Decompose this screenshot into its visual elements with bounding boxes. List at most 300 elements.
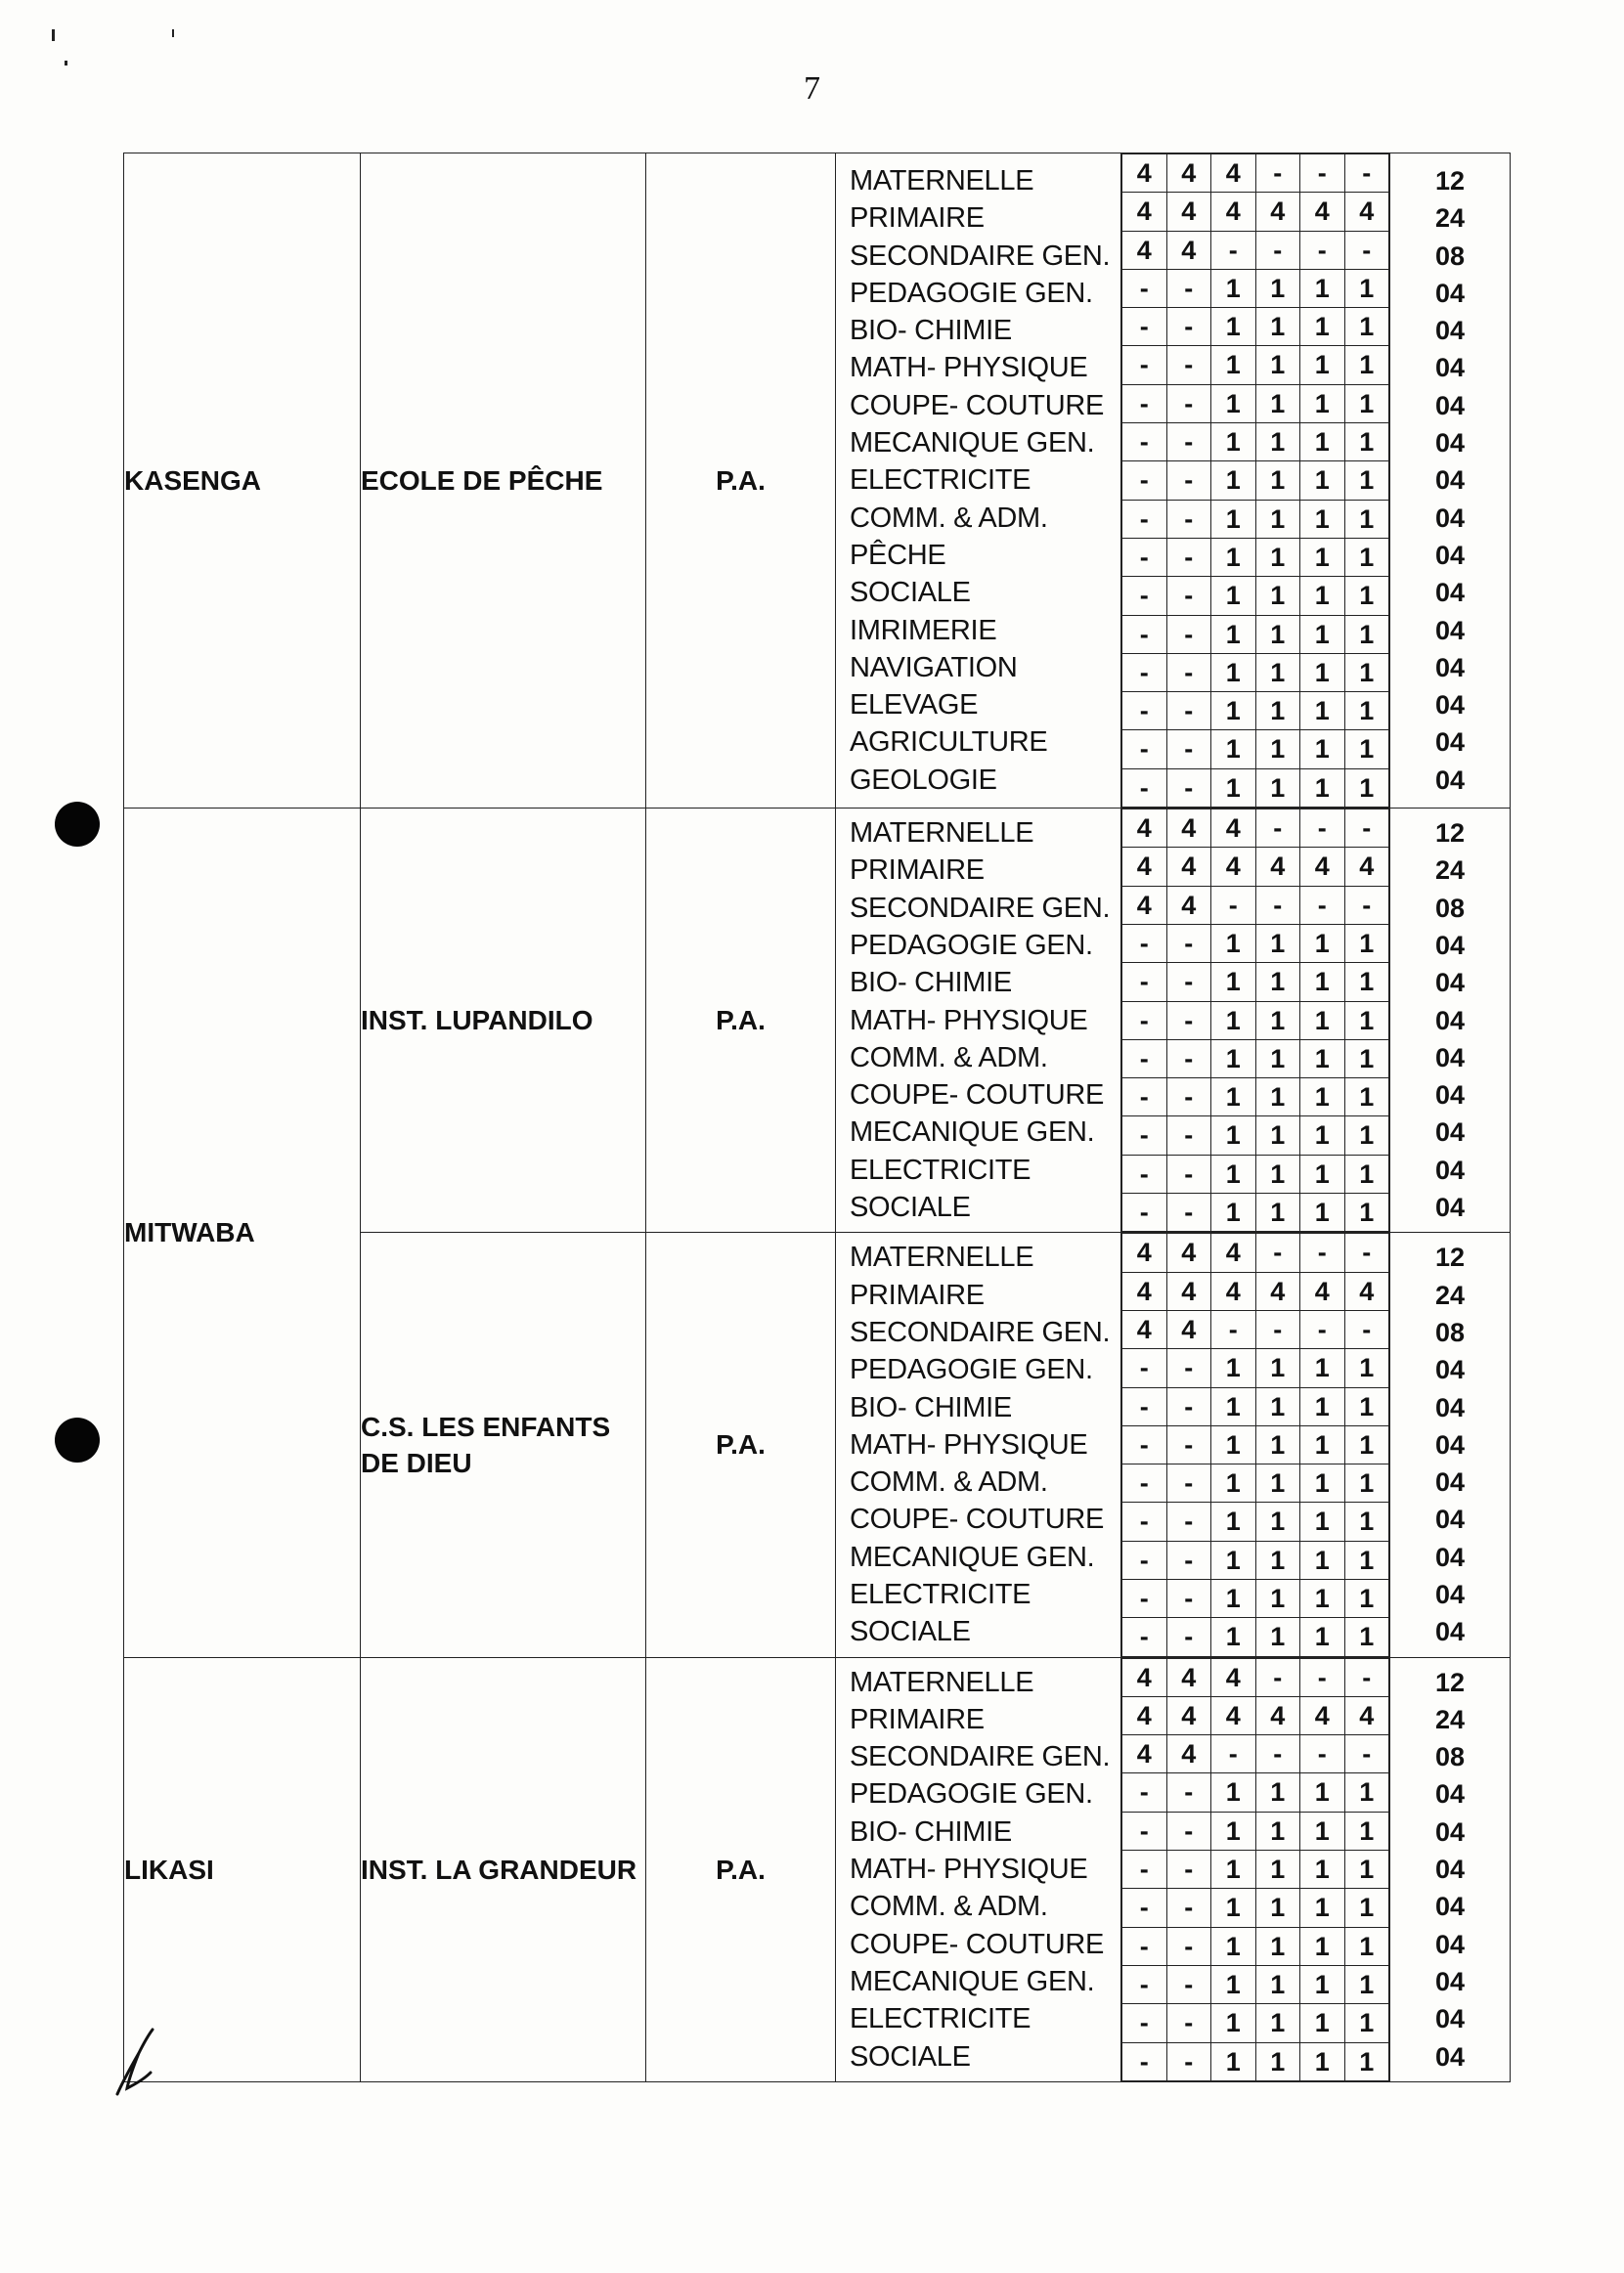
class-count: 1 <box>1255 1773 1300 1812</box>
locality-cell: KASENGA <box>124 153 361 809</box>
class-count: - <box>1122 730 1167 768</box>
class-counts-row <box>1122 1078 1389 1116</box>
class-count: 4 <box>1166 809 1211 848</box>
class-count: - <box>1166 730 1211 768</box>
class-count: - <box>1122 269 1167 307</box>
signature-initial <box>110 2024 168 2102</box>
class-count: 1 <box>1211 269 1256 307</box>
option-label: MECANIQUE GEN. <box>850 1541 1095 1573</box>
class-count: 1 <box>1255 2042 1300 2080</box>
punch-hole <box>55 1418 100 1463</box>
class-count: 1 <box>1211 1773 1256 1812</box>
class-counts-row <box>1122 1194 1389 1232</box>
class-count: 4 <box>1166 1696 1211 1734</box>
class-count: 1 <box>1344 269 1389 307</box>
class-count: 1 <box>1211 1425 1256 1464</box>
class-counts-row <box>1122 1234 1389 1272</box>
option-label: ELECTRICITE <box>850 2003 1031 2035</box>
class-counts-row <box>1122 1387 1389 1425</box>
option-label: NAVIGATION <box>850 651 1018 683</box>
class-count: - <box>1122 1194 1167 1232</box>
option-label: PRIMAIRE <box>850 1703 985 1735</box>
option-total: 12 <box>1434 1243 1466 1273</box>
totals-cell <box>1390 153 1511 809</box>
class-count: - <box>1166 1387 1211 1425</box>
class-count: 4 <box>1122 1310 1167 1348</box>
class-counts-row <box>1122 538 1389 576</box>
class-count: 4 <box>1211 154 1256 193</box>
option-total: 04 <box>1434 1042 1466 1072</box>
class-count: - <box>1300 1234 1345 1272</box>
option-label: MATH- PHYSIQUE <box>850 1854 1088 1886</box>
class-count: - <box>1255 154 1300 193</box>
class-count: 1 <box>1211 577 1256 615</box>
class-count: - <box>1166 963 1211 1001</box>
class-count: 4 <box>1122 1234 1167 1272</box>
option-label: BIO- CHIMIE <box>850 1815 1012 1848</box>
school-name-cell: INST. LUPANDILO <box>361 809 646 1233</box>
option-total: 04 <box>1434 278 1466 308</box>
class-count: 1 <box>1255 538 1300 576</box>
class-count: 1 <box>1300 269 1345 307</box>
scan-speck <box>172 29 174 37</box>
class-count: 1 <box>1211 692 1256 730</box>
class-count: 4 <box>1211 809 1256 848</box>
class-count: - <box>1255 231 1300 269</box>
option-total: 04 <box>1434 390 1466 420</box>
class-count: 1 <box>1255 1618 1300 1656</box>
class-count: - <box>1122 1464 1167 1503</box>
option-label: MATERNELLE <box>850 1242 1034 1274</box>
class-count: 1 <box>1255 1039 1300 1077</box>
class-counts-row <box>1122 577 1389 615</box>
class-count: - <box>1166 308 1211 346</box>
class-count: 1 <box>1344 1349 1389 1387</box>
option-total: 04 <box>1434 727 1466 758</box>
class-count: 1 <box>1300 1155 1345 1193</box>
option-label: GEOLOGIE <box>850 764 997 796</box>
class-count: 1 <box>1211 963 1256 1001</box>
class-count: 1 <box>1255 1889 1300 1927</box>
class-count: 1 <box>1300 1618 1345 1656</box>
class-counts-row <box>1122 384 1389 422</box>
classes-cell <box>1121 1657 1390 2081</box>
option-total: 04 <box>1434 2041 1466 2072</box>
class-count: 1 <box>1211 423 1256 461</box>
class-count: - <box>1166 1579 1211 1617</box>
option-label: ELECTRICITE <box>850 1154 1031 1186</box>
class-count: 1 <box>1300 2004 1345 2042</box>
class-count: 1 <box>1255 1387 1300 1425</box>
class-count: 1 <box>1255 384 1300 422</box>
option-total: 04 <box>1434 1117 1466 1148</box>
class-count: - <box>1344 809 1389 848</box>
option-label: SOCIALE <box>850 1192 971 1224</box>
option-total: 04 <box>1434 1779 1466 1810</box>
class-count: 1 <box>1344 2004 1389 2042</box>
options-cell <box>836 809 1121 1233</box>
class-count: 4 <box>1300 1272 1345 1310</box>
class-count: 4 <box>1122 886 1167 924</box>
class-count: 4 <box>1166 231 1211 269</box>
option-total: 24 <box>1434 203 1466 234</box>
class-count: 4 <box>1300 1696 1345 1734</box>
class-count: - <box>1166 1889 1211 1927</box>
regime-cell: P.A. <box>646 1657 836 2081</box>
class-count: 4 <box>1122 154 1167 193</box>
class-counts-row <box>1122 1965 1389 2003</box>
option-total: 04 <box>1434 428 1466 459</box>
class-count: - <box>1122 1039 1167 1077</box>
class-count: - <box>1344 1658 1389 1696</box>
class-count: 1 <box>1300 924 1345 962</box>
class-count: 1 <box>1300 1194 1345 1232</box>
class-count: 4 <box>1166 1658 1211 1696</box>
school-group <box>124 153 1511 809</box>
class-count: 4 <box>1344 193 1389 231</box>
class-count: 1 <box>1344 1503 1389 1541</box>
option-label: PRIMAIRE <box>850 854 985 887</box>
class-count: 1 <box>1255 1001 1300 1039</box>
locality-cell: MITWABA <box>124 809 361 1658</box>
option-total: 24 <box>1434 1280 1466 1310</box>
class-count: 1 <box>1300 1503 1345 1541</box>
class-count: 1 <box>1211 1001 1256 1039</box>
class-count: 1 <box>1255 1116 1300 1155</box>
class-count: - <box>1344 1310 1389 1348</box>
class-counts-row <box>1122 1464 1389 1503</box>
class-count: - <box>1255 886 1300 924</box>
class-count: 1 <box>1255 1812 1300 1850</box>
punch-hole <box>55 802 100 847</box>
class-count: 1 <box>1211 538 1256 576</box>
class-count: - <box>1166 1425 1211 1464</box>
option-label: BIO- CHIMIE <box>850 967 1012 999</box>
school-name-cell: INST. LA GRANDEUR <box>361 1657 646 2081</box>
class-count: - <box>1122 1965 1167 2003</box>
class-count: 1 <box>1344 1579 1389 1617</box>
option-label: BIO- CHIMIE <box>850 315 1012 347</box>
class-count: - <box>1122 1155 1167 1193</box>
option-label: COMM. & ADM. <box>850 1041 1048 1073</box>
class-count: 1 <box>1255 1965 1300 2003</box>
option-total: 04 <box>1434 1505 1466 1535</box>
class-count: 1 <box>1344 577 1389 615</box>
class-count: - <box>1344 1735 1389 1773</box>
class-count: 4 <box>1300 848 1345 886</box>
class-count: 1 <box>1300 1579 1345 1617</box>
class-count: 1 <box>1344 1812 1389 1850</box>
class-count: 4 <box>1166 1234 1211 1272</box>
class-counts-row <box>1122 1155 1389 1193</box>
class-count: 1 <box>1344 1464 1389 1503</box>
school-name-cell: C.S. LES ENFANTS DE DIEU <box>361 1233 646 1657</box>
regime-cell: P.A. <box>646 1233 836 1657</box>
option-total: 04 <box>1434 1080 1466 1111</box>
class-count: - <box>1255 809 1300 848</box>
option-label: COMM. & ADM. <box>850 1466 1048 1499</box>
option-label: MATERNELLE <box>850 1666 1034 1698</box>
option-label: SECONDAIRE GEN. <box>850 240 1111 272</box>
class-count: - <box>1122 1851 1167 1889</box>
class-count: 4 <box>1211 1234 1256 1272</box>
class-counts-row <box>1122 1503 1389 1541</box>
class-count: - <box>1344 231 1389 269</box>
class-count: 4 <box>1166 1735 1211 1773</box>
class-count: 1 <box>1300 1812 1345 1850</box>
class-count: - <box>1166 1116 1211 1155</box>
class-count: 1 <box>1344 692 1389 730</box>
class-count: 1 <box>1211 615 1256 653</box>
class-counts-row <box>1122 692 1389 730</box>
class-count: 1 <box>1344 1001 1389 1039</box>
class-count: - <box>1166 692 1211 730</box>
class-count: 1 <box>1300 1001 1345 1039</box>
class-count: - <box>1255 1310 1300 1348</box>
class-count: 1 <box>1344 924 1389 962</box>
class-count: 1 <box>1300 1116 1345 1155</box>
class-count: 1 <box>1211 1965 1256 2003</box>
class-counts-row <box>1122 809 1389 848</box>
class-counts-row <box>1122 1001 1389 1039</box>
class-count: 1 <box>1344 1927 1389 1965</box>
class-count: 1 <box>1211 1116 1256 1155</box>
option-label: PRIMAIRE <box>850 202 985 235</box>
class-count: - <box>1300 886 1345 924</box>
class-counts-grid <box>1121 1233 1389 1656</box>
option-total: 04 <box>1434 465 1466 496</box>
class-count: - <box>1122 2042 1167 2080</box>
class-count: - <box>1122 1927 1167 1965</box>
class-count: 4 <box>1122 193 1167 231</box>
class-count: - <box>1166 2042 1211 2080</box>
class-count: 1 <box>1300 1965 1345 2003</box>
class-count: - <box>1300 1658 1345 1696</box>
class-count: 1 <box>1344 423 1389 461</box>
class-counts-row <box>1122 615 1389 653</box>
totals-cell <box>1390 1657 1511 2081</box>
class-count: - <box>1166 924 1211 962</box>
options-cell <box>836 153 1121 809</box>
class-count: - <box>1122 1812 1167 1850</box>
option-total: 04 <box>1434 1617 1466 1647</box>
option-label: MATERNELLE <box>850 165 1034 197</box>
class-count: 1 <box>1344 346 1389 384</box>
option-total: 08 <box>1434 240 1466 271</box>
option-total: 04 <box>1434 615 1466 645</box>
regime-cell: P.A. <box>646 153 836 809</box>
class-count: 1 <box>1255 461 1300 500</box>
class-counts-row <box>1122 1272 1389 1310</box>
class-count: 1 <box>1211 1503 1256 1541</box>
class-count: 1 <box>1211 1851 1256 1889</box>
school-options-table <box>123 153 1511 2082</box>
class-counts-grid <box>1121 809 1389 1232</box>
class-count: - <box>1122 1116 1167 1155</box>
class-count: 1 <box>1255 1503 1300 1541</box>
class-count: - <box>1122 2004 1167 2042</box>
classes-cell <box>1121 809 1390 1233</box>
class-count: 4 <box>1255 1272 1300 1310</box>
class-count: 4 <box>1211 1272 1256 1310</box>
option-total: 04 <box>1434 930 1466 960</box>
class-count: 1 <box>1300 1039 1345 1077</box>
class-count: 1 <box>1300 615 1345 653</box>
class-count: - <box>1122 924 1167 962</box>
option-label: MECANIQUE GEN. <box>850 427 1095 459</box>
class-counts-row <box>1122 1541 1389 1579</box>
class-count: - <box>1166 768 1211 807</box>
class-count: 1 <box>1211 730 1256 768</box>
class-count: 4 <box>1211 1696 1256 1734</box>
class-count: 1 <box>1344 1425 1389 1464</box>
option-label: BIO- CHIMIE <box>850 1391 1012 1423</box>
option-total: 04 <box>1434 765 1466 795</box>
class-count: 1 <box>1344 1155 1389 1193</box>
option-label: MATH- PHYSIQUE <box>850 1428 1088 1461</box>
option-total: 04 <box>1434 1429 1466 1460</box>
class-count: 1 <box>1344 963 1389 1001</box>
class-count: 1 <box>1300 963 1345 1001</box>
class-count: - <box>1122 1618 1167 1656</box>
class-count: 1 <box>1255 653 1300 691</box>
class-count: - <box>1122 1889 1167 1927</box>
class-counts-row <box>1122 1927 1389 1965</box>
class-count: 1 <box>1255 1927 1300 1965</box>
class-count: 1 <box>1211 461 1256 500</box>
option-label: ELEVAGE <box>850 689 979 721</box>
school-name-cell: ECOLE DE PÊCHE <box>361 153 646 809</box>
option-total: 04 <box>1434 1892 1466 1922</box>
class-count: - <box>1166 538 1211 576</box>
class-count: 1 <box>1255 1349 1300 1387</box>
class-count: 1 <box>1211 1078 1256 1116</box>
class-count: 1 <box>1300 1387 1345 1425</box>
locality-cell: LIKASI <box>124 1657 361 2081</box>
option-label: ELECTRICITE <box>850 1578 1031 1610</box>
class-count: - <box>1166 1155 1211 1193</box>
class-count: - <box>1122 653 1167 691</box>
class-counts-row <box>1122 1310 1389 1348</box>
class-count: 4 <box>1255 1696 1300 1734</box>
option-total: 24 <box>1434 855 1466 886</box>
class-counts-row <box>1122 1735 1389 1773</box>
class-count: 1 <box>1255 269 1300 307</box>
class-count: 1 <box>1255 963 1300 1001</box>
class-count: 1 <box>1255 1541 1300 1579</box>
totals-cell <box>1390 1233 1511 1657</box>
class-count: 1 <box>1255 924 1300 962</box>
class-count: 1 <box>1344 1541 1389 1579</box>
option-total: 04 <box>1434 1579 1466 1609</box>
option-total: 04 <box>1434 2004 1466 2034</box>
class-count: - <box>1344 886 1389 924</box>
class-count: 1 <box>1211 1349 1256 1387</box>
class-count: 4 <box>1211 1658 1256 1696</box>
class-count: 1 <box>1300 692 1345 730</box>
class-counts-row <box>1122 1696 1389 1734</box>
class-count: - <box>1300 154 1345 193</box>
option-label: IMRIMERIE <box>850 614 997 646</box>
class-counts-row <box>1122 1618 1389 1656</box>
class-count: - <box>1122 768 1167 807</box>
class-count: - <box>1166 1965 1211 2003</box>
class-count: 4 <box>1344 848 1389 886</box>
option-total: 04 <box>1434 1193 1466 1223</box>
class-counts-row <box>1122 1349 1389 1387</box>
class-counts-row <box>1122 1889 1389 1927</box>
option-label: COUPE- COUTURE <box>850 1079 1105 1112</box>
class-count: 1 <box>1255 1464 1300 1503</box>
option-total: 04 <box>1434 1816 1466 1847</box>
class-count: - <box>1166 1541 1211 1579</box>
class-count: 1 <box>1211 2042 1256 2080</box>
class-count: 1 <box>1255 768 1300 807</box>
option-total: 12 <box>1434 166 1466 196</box>
class-count: 1 <box>1300 1078 1345 1116</box>
class-count: 1 <box>1211 500 1256 538</box>
class-count: 1 <box>1211 1155 1256 1193</box>
class-counts-row <box>1122 193 1389 231</box>
class-count: 4 <box>1166 193 1211 231</box>
class-counts-row <box>1122 461 1389 500</box>
class-count: 1 <box>1344 615 1389 653</box>
option-label: PEDAGOGIE GEN. <box>850 277 1093 309</box>
option-label: SOCIALE <box>850 1616 971 1648</box>
option-total: 08 <box>1434 1742 1466 1772</box>
class-count: 4 <box>1122 1658 1167 1696</box>
totals-cell <box>1390 809 1511 1233</box>
class-count: 1 <box>1255 1194 1300 1232</box>
option-total: 04 <box>1434 503 1466 533</box>
class-counts-grid <box>1121 1658 1389 2081</box>
class-count: 1 <box>1300 1464 1345 1503</box>
class-counts-grid <box>1121 153 1389 808</box>
class-count: - <box>1166 1349 1211 1387</box>
school-group <box>124 1657 1511 2081</box>
class-count: 1 <box>1255 308 1300 346</box>
option-label: COUPE- COUTURE <box>850 1504 1105 1536</box>
class-counts-row <box>1122 1425 1389 1464</box>
class-count: 1 <box>1344 1078 1389 1116</box>
class-count: 1 <box>1300 308 1345 346</box>
class-count: 1 <box>1211 1889 1256 1927</box>
class-count: - <box>1122 384 1167 422</box>
class-count: 4 <box>1344 1272 1389 1310</box>
class-count: 1 <box>1300 538 1345 576</box>
class-count: 1 <box>1300 577 1345 615</box>
class-counts-row <box>1122 308 1389 346</box>
option-total: 04 <box>1434 1355 1466 1385</box>
class-count: - <box>1122 1387 1167 1425</box>
class-count: 1 <box>1300 1851 1345 1889</box>
regime-cell: P.A. <box>646 809 836 1233</box>
class-count: 1 <box>1300 653 1345 691</box>
class-counts-row <box>1122 500 1389 538</box>
class-count: - <box>1166 1078 1211 1116</box>
class-count: - <box>1211 231 1256 269</box>
class-count: 1 <box>1255 1078 1300 1116</box>
class-count: - <box>1166 1001 1211 1039</box>
class-count: - <box>1122 615 1167 653</box>
class-counts-row <box>1122 231 1389 269</box>
class-count: - <box>1122 346 1167 384</box>
option-total: 04 <box>1434 316 1466 346</box>
class-count: - <box>1166 1039 1211 1077</box>
class-count: - <box>1344 154 1389 193</box>
class-counts-row <box>1122 2042 1389 2080</box>
class-count: 1 <box>1344 1618 1389 1656</box>
